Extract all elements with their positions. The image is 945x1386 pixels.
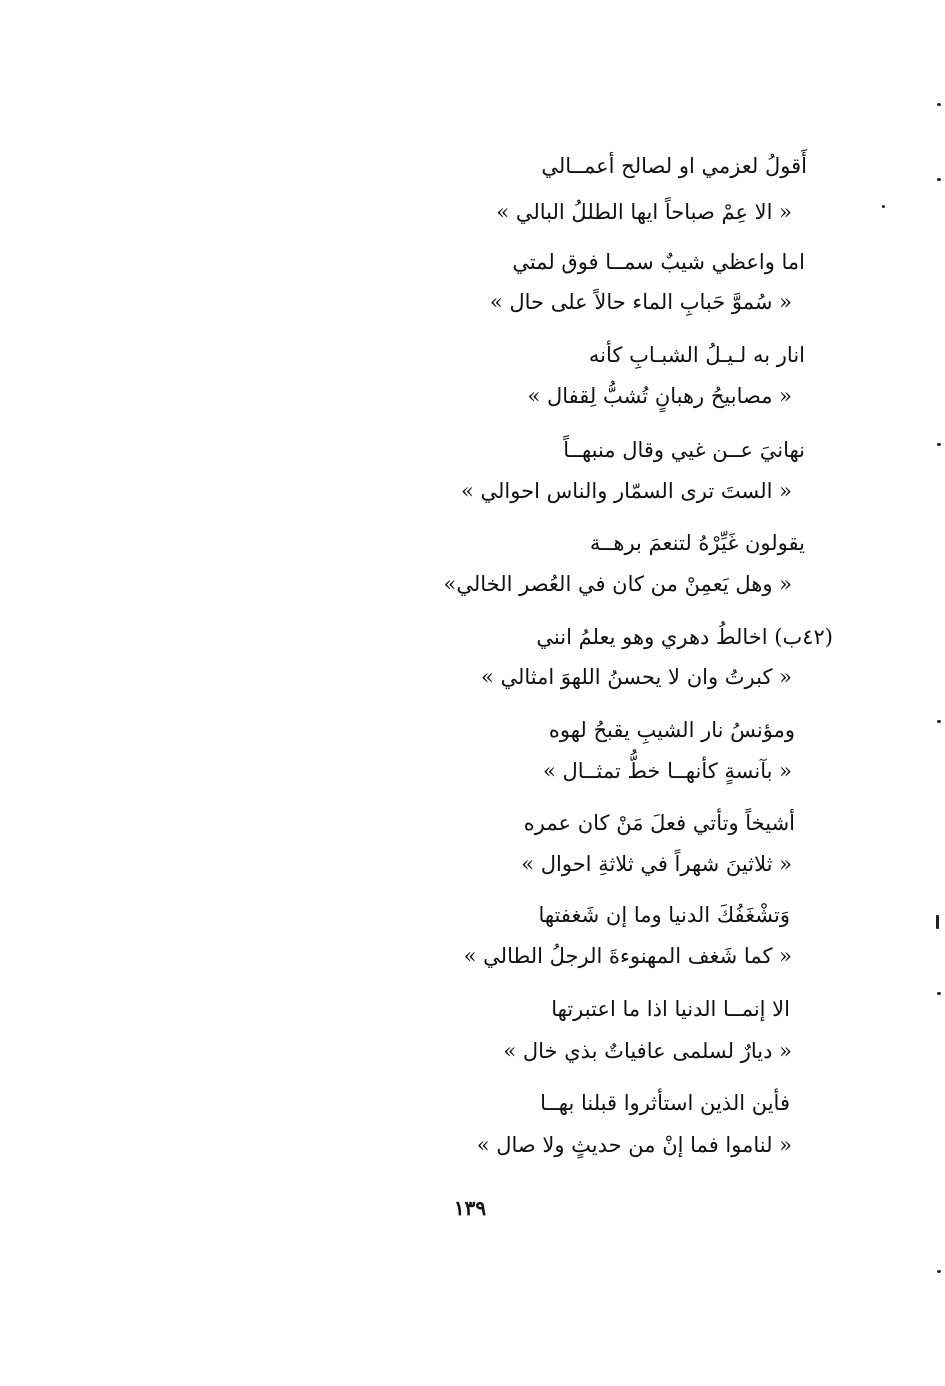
verse-4-second-hemistich: « الستَ ترى السمّار والناس احوالي » [461, 479, 792, 503]
verse-7-second-hemistich: « بآنسةٍ كأنهــا خطُّ تمثــال » [543, 759, 792, 783]
page-number: ١٣٩ [453, 1196, 487, 1220]
verse-5-second-hemistich: « وهل يَعمِنْ من كان في العُصر الخالي» [443, 572, 792, 596]
scan-speck [936, 915, 939, 929]
verse-3-first-hemistich: انار به لـيـلُ الشبـابِ كأنه [588, 343, 805, 367]
scan-speck [937, 443, 941, 446]
verse-9-first-hemistich: وَتشْغَفُكَ الدنيا وما إن شَغفتها [538, 903, 790, 927]
verse-5-first-hemistich: يقولون غَيِّرْهُ لتنعمَ برهــة [589, 531, 805, 555]
verse-6-first-hemistich: (٤٢ب) اخالطُ دهري وهو يعلمُ انني [536, 625, 833, 649]
verse-1-first-hemistich: أَقولُ لعزمي او لصالح أعمــالي [541, 154, 807, 178]
scan-speck [937, 720, 941, 723]
scan-speck [937, 992, 941, 995]
scan-speck [937, 178, 941, 181]
verse-4-first-hemistich: نهانيَ عــن غيي وقال منبهــاً [563, 438, 805, 462]
verse-6-second-hemistich: « كبرتُ وان لا يحسنُ اللهوَ امثالي » [480, 665, 792, 689]
verse-1-second-hemistich: « الا عِمْ صباحاً ايها الطللُ البالي » [496, 200, 792, 224]
verse-2-first-hemistich: اما واعظي شيبٌ سمــا فوق لمتي [512, 250, 805, 274]
verse-11-first-hemistich: فأين الذين استأثروا قبلنا بهــا [540, 1091, 790, 1115]
verse-7-first-hemistich: ومؤنسُ نار الشيبِ يقبحُ لهوه [548, 718, 795, 742]
verse-10-second-hemistich: « ديارٌ لسلمى عافياتٌ بذي خال » [503, 1039, 792, 1063]
scan-speck [937, 103, 941, 106]
verse-2-second-hemistich: « سُموَّ حَبابِ الماء حالاً على حال » [489, 290, 792, 314]
verse-10-first-hemistich: الا إنمــا الدنيا اذا ما اعتبرتها [551, 997, 790, 1021]
scan-speck [937, 1270, 941, 1273]
verse-11-second-hemistich: « لناموا فما إنْ من حديثٍ ولا صال » [476, 1133, 792, 1157]
verse-8-second-hemistich: « ثلاثينَ شهراً في ثلاثةِ احوال » [521, 852, 792, 876]
verse-9-second-hemistich: « كما شَغف المهنوءةَ الرجلُ الطالي » [463, 944, 792, 968]
verse-8-first-hemistich: أشيخاً وتأتي فعلَ مَنْ كان عمره [523, 811, 795, 835]
verse-3-second-hemistich: « مصابيحُ رهبانٍ تُشبُّ لِقفال » [527, 384, 792, 408]
scan-speck [882, 205, 885, 208]
